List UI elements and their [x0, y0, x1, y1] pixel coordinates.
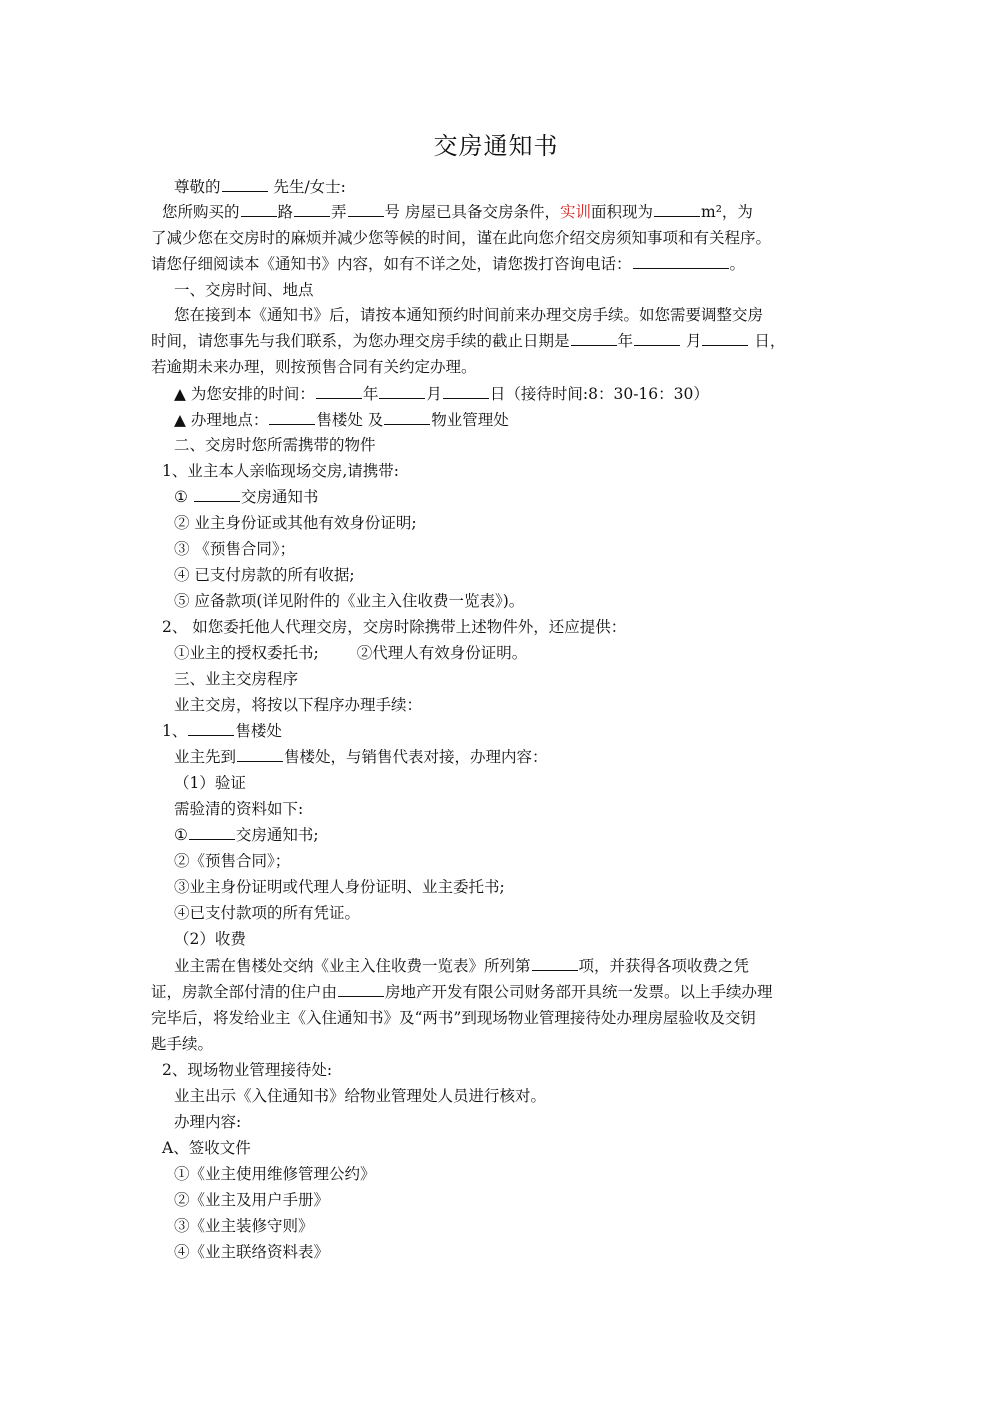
blank-field [294, 202, 330, 217]
blank-field [241, 202, 277, 217]
section-2-sub-1: 1、业主本人亲临现场交房,请携带: [162, 462, 400, 480]
blank-field [237, 747, 283, 762]
list-item: ③业主身份证明或代理人身份证明、业主委托书; [174, 878, 505, 896]
blank-field [269, 410, 315, 425]
fee-paragraph-line-2: 证，房款全部付清的住户由 房地产开发有限公司财务部开具统一发票。以上手续办理 [151, 983, 773, 1001]
blank-field [571, 331, 617, 346]
blank-field [194, 487, 240, 502]
section-3-heading: 三、业主交房程序 [174, 670, 299, 688]
section-1-paragraph-line-1: 您在接到本《通知书》后，请按本通知预约时间前来办理交房手续。如您需要调整交房 [174, 306, 764, 324]
blank-field [633, 254, 729, 269]
section-1-paragraph-line-2: 时间，请您事先与我们联系，为您办理交房手续的截止日期是 年 月 日， [151, 332, 786, 350]
step-2-description: 业主出示《入住通知书》给物业管理处人员进行核对。 [174, 1087, 547, 1105]
fee-paragraph-line-4: 匙手续。 [151, 1035, 214, 1053]
list-item: ④ 已支付房款的所有收据; [174, 566, 355, 584]
list-item: ②《业主及用户手册》 [174, 1191, 330, 1209]
fee-paragraph-line-3: 完毕后，将发给业主《入住通知书》及“两书”到现场物业管理接待处办理房屋验收及交钥 [151, 1009, 756, 1027]
list-item: ① 交房通知书; [174, 826, 319, 844]
section-1-paragraph-line-3: 若逾期未来办理，则按预售合同有关约定办理。 [151, 358, 477, 376]
blank-field [188, 721, 234, 736]
fee-paragraph-line-1: 业主需在售楼处交纳《业主入住收费一览表》所列第 项，并获得各项收费之凭 [174, 957, 750, 975]
scheduled-time-line: ▲ 为您安排的时间： 年 月 日（接待时间:8：30-16：30） [174, 385, 709, 403]
fee-heading: （2）收费 [174, 930, 246, 948]
blank-field [348, 202, 384, 217]
content-label: 办理内容: [174, 1113, 242, 1131]
list-item: ④《业主联络资料表》 [174, 1243, 330, 1261]
list-item: ②《预售合同》； [174, 852, 291, 870]
section-2-sub-2: 2、 如您委托他人代理交房，交房时除携带上述物件外，还应提供： [162, 618, 627, 636]
step-1-description: 业主先到 售楼处，与销售代表对接，办理内容： [174, 748, 548, 766]
blank-field [384, 410, 430, 425]
section-1-heading: 一、交房时间、地点 [174, 281, 314, 299]
document-title: 交房通知书 [433, 132, 559, 160]
sign-files-heading: A、签收文件 [162, 1139, 251, 1157]
intro-line-1: 您所购买的 路 弄 号 房屋已具备交房条件，实训面积现为 m²，为 [162, 203, 753, 221]
proxy-items-line: ①业主的授权委托书; ②代理人有效身份证明。 [174, 644, 528, 662]
blank-field [189, 825, 235, 840]
list-item: ③《业主装修守则》 [174, 1217, 314, 1235]
list-item: ① 交房通知书 [174, 488, 319, 506]
verify-intro: 需验清的资料如下: [174, 800, 304, 818]
blank-field [222, 177, 268, 192]
blank-field [532, 956, 578, 971]
highlighted-text: 实训 [559, 203, 591, 221]
greeting-line: 尊敬的 先生/女士: [174, 178, 346, 196]
intro-line-2: 了减少您在交房时的麻烦并减少您等候的时间，谨在此向您介绍交房须知事项和有关程序。 [151, 229, 772, 247]
list-item: ⑤ 应备款项(详见附件的《业主入住收费一览表》)。 [174, 592, 525, 610]
section-3-intro: 业主交房，将按以下程序办理手续： [174, 696, 423, 714]
list-item: ③ 《预售合同》； [174, 540, 296, 558]
blank-field [338, 982, 384, 997]
verify-heading: （1）验证 [174, 774, 246, 792]
location-line: ▲ 办理地点： 售楼处 及 物业管理处 [174, 411, 509, 429]
list-item: ② 业主身份证或其他有效身份证明; [174, 514, 417, 532]
list-item: ④已支付款项的所有凭证。 [174, 904, 361, 922]
blank-field [379, 384, 425, 399]
blank-field [316, 384, 362, 399]
blank-field [634, 331, 680, 346]
step-1-heading: 1、 售楼处 [162, 722, 282, 740]
blank-field [702, 331, 748, 346]
step-2-heading: 2、现场物业管理接待处: [162, 1061, 333, 1079]
blank-field [443, 384, 489, 399]
section-2-heading: 二、交房时您所需携带的物件 [174, 436, 376, 454]
blank-field [654, 202, 700, 217]
list-item: ①《业主使用维修管理公约》 [174, 1165, 376, 1183]
intro-line-3: 请您仔细阅读本《通知书》内容，如有不详之处，请您拨打咨询电话： 。 [151, 255, 746, 273]
